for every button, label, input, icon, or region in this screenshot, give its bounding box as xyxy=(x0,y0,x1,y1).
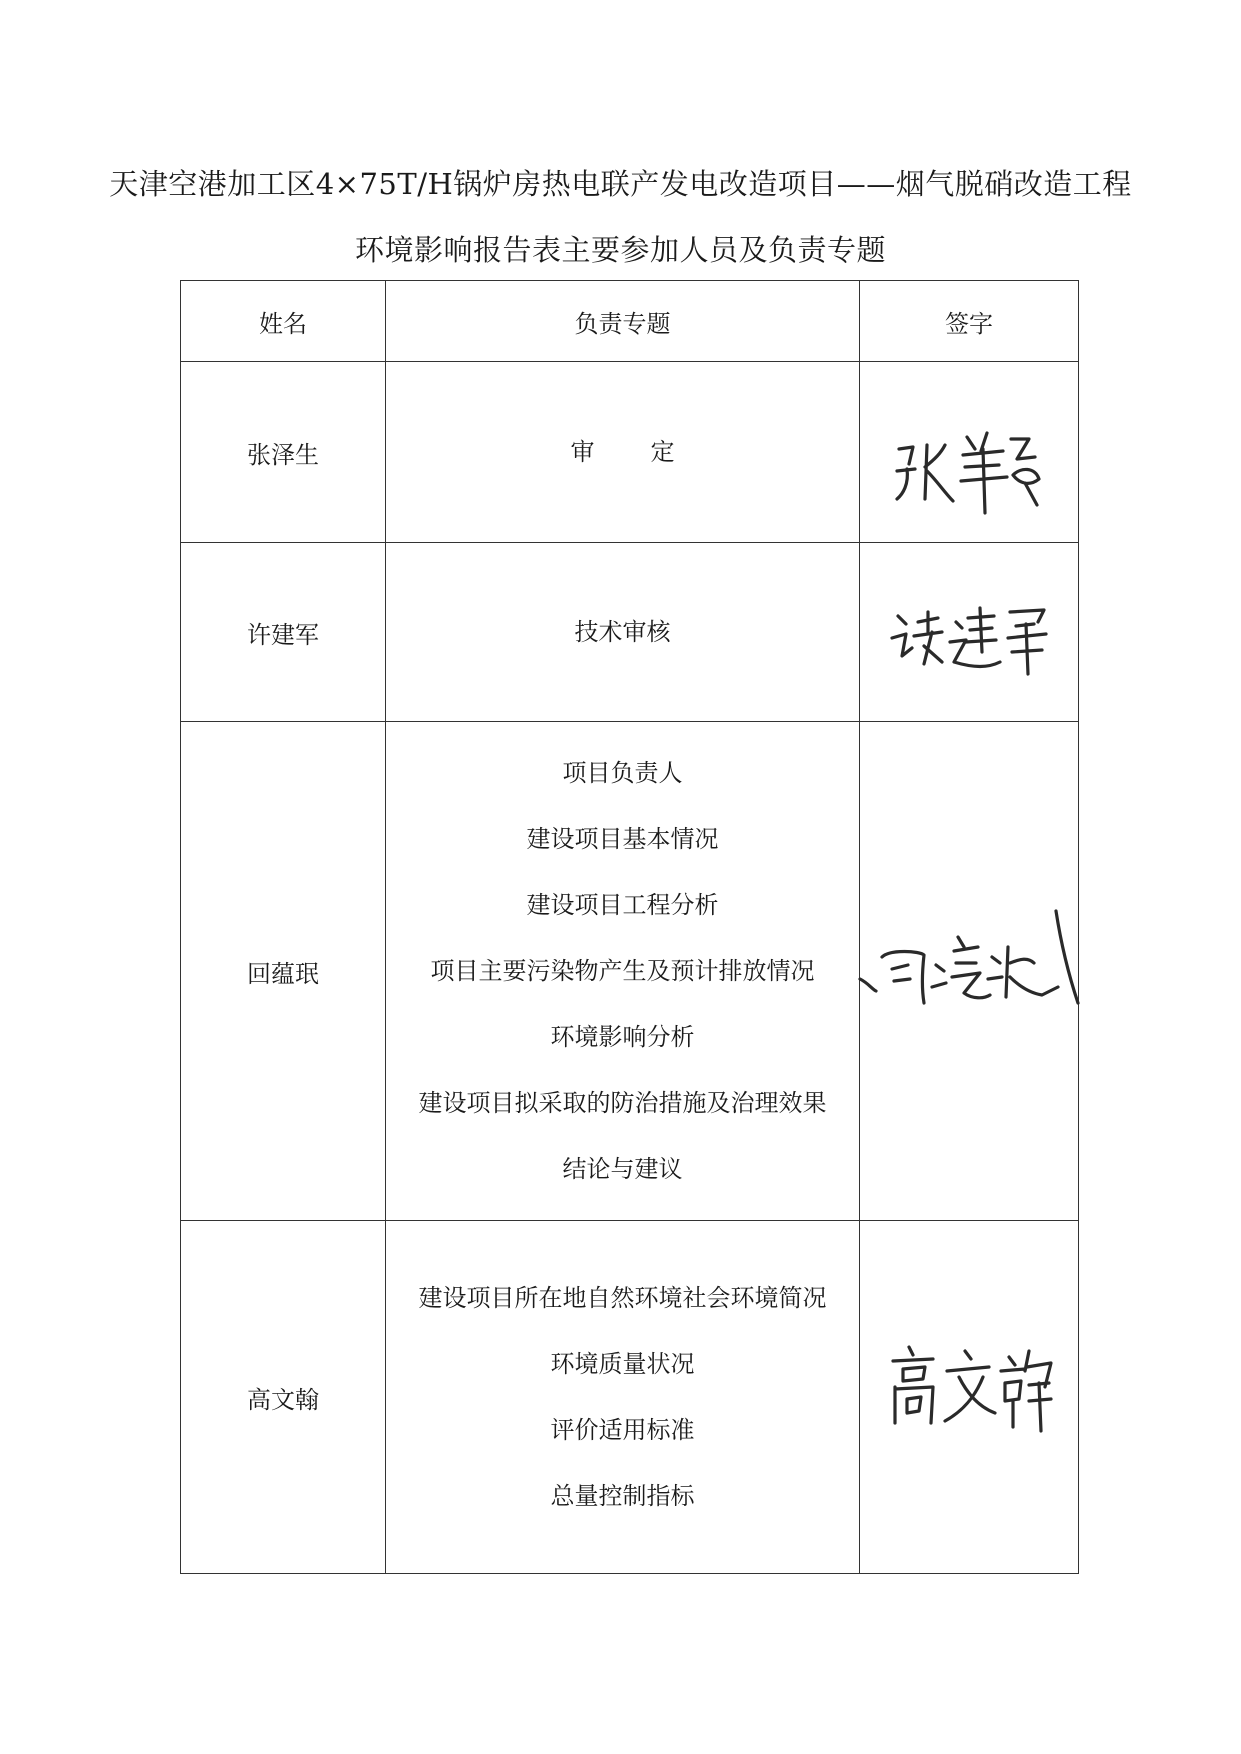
document-subtitle: 环境影响报告表主要参加人员及负责专题 xyxy=(354,233,886,267)
topic-cell xyxy=(386,722,860,1221)
topic-item: 建设项目拟采取的防治措施及治理效果 xyxy=(418,1089,827,1117)
table-row xyxy=(181,543,1079,722)
topic-item: 建设项目工程分析 xyxy=(526,891,719,919)
person-name: 高文翰 xyxy=(181,1221,386,1574)
signature-image xyxy=(879,409,1059,519)
signature-cell xyxy=(860,543,1079,722)
topic-item: 审定 xyxy=(570,438,731,466)
table-row xyxy=(181,722,1079,1221)
topic-cell xyxy=(386,362,860,543)
signature-image xyxy=(879,1327,1059,1437)
topic-item: 项目主要污染物产生及预计排放情况 xyxy=(430,957,815,985)
staff-table xyxy=(180,280,1079,1574)
topic-item: 评价适用标准 xyxy=(550,1416,695,1444)
table-row xyxy=(181,1221,1079,1574)
header-signature: 签字 xyxy=(860,281,1079,362)
table-row xyxy=(181,362,1079,543)
signature-image xyxy=(860,907,1079,1027)
signature-cell xyxy=(860,1221,1079,1574)
document-title: 天津空港加工区4×75T/H锅炉房热电联产发电改造项目——烟气脱硝改造工程 xyxy=(109,167,1132,201)
table-header-row xyxy=(181,281,1079,362)
signature-cell xyxy=(860,362,1079,543)
topic-item: 项目负责人 xyxy=(562,759,683,787)
person-name: 张泽生 xyxy=(181,362,386,543)
topic-item: 环境质量状况 xyxy=(550,1350,695,1378)
topic-item: 结论与建议 xyxy=(562,1155,683,1183)
topic-item: 环境影响分析 xyxy=(550,1023,695,1051)
person-name: 回蕴珉 xyxy=(181,722,386,1221)
topic-item: 技术审核 xyxy=(574,618,671,646)
signature-cell xyxy=(860,722,1079,1221)
header-name: 姓名 xyxy=(181,281,386,362)
topic-item: 建设项目所在地自然环境社会环境简况 xyxy=(418,1284,827,1312)
person-name: 许建军 xyxy=(181,543,386,722)
header-topic: 负责专题 xyxy=(386,281,860,362)
signature-image xyxy=(884,582,1054,682)
topic-item: 总量控制指标 xyxy=(550,1482,695,1510)
topic-item: 建设项目基本情况 xyxy=(526,825,719,853)
topic-cell xyxy=(386,1221,860,1574)
topic-cell xyxy=(386,543,860,722)
